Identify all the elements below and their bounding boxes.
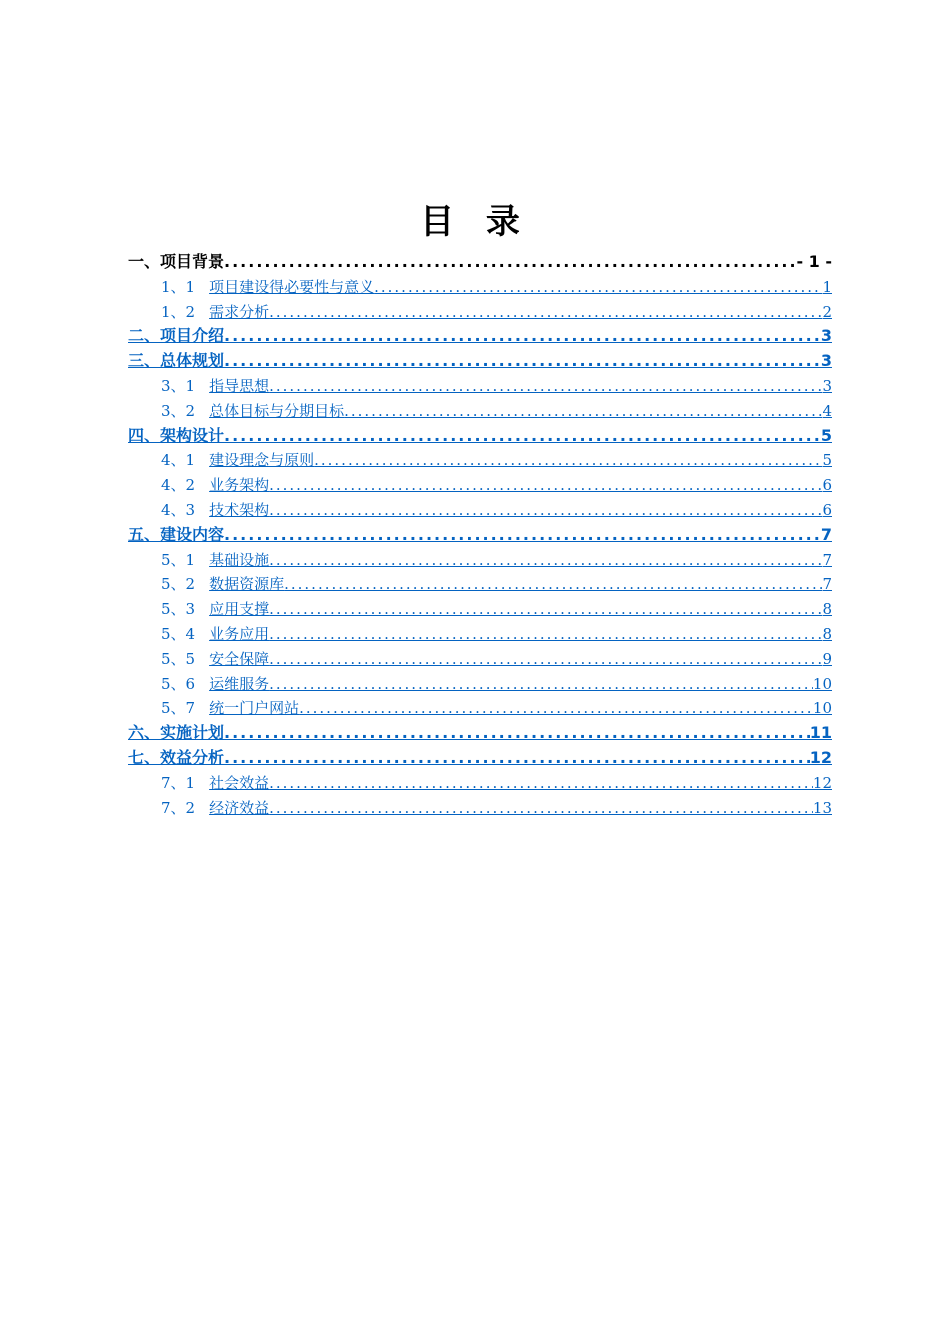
toc-entry-label bbox=[161, 399, 344, 424]
toc-page-number: 5 bbox=[822, 451, 832, 470]
toc-dot-leader bbox=[224, 324, 821, 349]
toc-entry-number: 4、2 bbox=[161, 476, 196, 495]
toc-entry-number: 5、7 bbox=[161, 699, 196, 718]
toc-dot-leader bbox=[314, 448, 822, 473]
toc-page-number: 10 bbox=[812, 674, 832, 693]
toc-dot-leader bbox=[269, 771, 813, 796]
toc-entry-title: 二、项目介绍 bbox=[128, 326, 225, 346]
toc-entry-label bbox=[161, 672, 269, 697]
toc-chapter-entry[interactable] bbox=[128, 523, 832, 548]
toc-dot-leader bbox=[269, 374, 822, 399]
toc-entry-number: 5、5 bbox=[161, 649, 196, 668]
toc-page-number: 3 bbox=[820, 351, 832, 371]
toc-dot-leader bbox=[269, 647, 822, 672]
table-of-contents bbox=[128, 250, 832, 820]
toc-section-entry[interactable] bbox=[128, 374, 832, 399]
toc-entry-label bbox=[161, 771, 269, 796]
toc-section-entry[interactable] bbox=[128, 597, 832, 622]
toc-entry-label bbox=[161, 597, 269, 622]
toc-page-number: 9 bbox=[822, 649, 832, 668]
toc-section-entry[interactable] bbox=[128, 448, 832, 473]
toc-entry-title: 项目建设得必要性与意义 bbox=[209, 277, 375, 296]
toc-page-number: 10 bbox=[812, 699, 832, 718]
toc-entry-title: 统一门户网站 bbox=[209, 699, 300, 718]
toc-page-number: 12 bbox=[812, 773, 832, 792]
toc-page-number: 8 bbox=[822, 600, 832, 619]
toc-dot-leader bbox=[269, 622, 822, 647]
toc-entry-label bbox=[128, 349, 224, 374]
toc-dot-leader bbox=[269, 498, 822, 523]
toc-entry-title: 技术架构 bbox=[209, 500, 270, 519]
toc-entry-label bbox=[161, 572, 284, 597]
toc-entry-label bbox=[161, 300, 269, 325]
toc-chapter-entry[interactable] bbox=[128, 250, 832, 275]
toc-entry-number: 5、1 bbox=[161, 550, 196, 569]
toc-entry-number: 4、3 bbox=[161, 500, 196, 519]
toc-entry-title: 总体目标与分期目标 bbox=[209, 401, 345, 420]
toc-entry-title: 指导思想 bbox=[209, 376, 270, 395]
toc-page-number: 6 bbox=[822, 500, 832, 519]
toc-section-entry[interactable] bbox=[128, 399, 832, 424]
toc-chapter-entry[interactable] bbox=[128, 349, 832, 374]
toc-entry-title: 四、架构设计 bbox=[128, 425, 225, 445]
toc-section-entry[interactable] bbox=[128, 796, 832, 821]
toc-section-entry[interactable] bbox=[128, 300, 832, 325]
toc-dot-leader bbox=[224, 349, 821, 374]
toc-chapter-entry[interactable] bbox=[128, 721, 832, 746]
toc-entry-number: 5、2 bbox=[161, 575, 196, 594]
toc-dot-leader bbox=[269, 548, 822, 573]
toc-entry-label bbox=[161, 374, 269, 399]
toc-section-entry[interactable] bbox=[128, 572, 832, 597]
toc-dot-leader bbox=[224, 746, 810, 771]
toc-entry-label bbox=[128, 746, 224, 771]
toc-entry-number: 5、6 bbox=[161, 674, 196, 693]
toc-section-entry[interactable] bbox=[128, 622, 832, 647]
toc-entry-title: 运维服务 bbox=[209, 674, 270, 693]
toc-entry-title: 五、建设内容 bbox=[128, 524, 225, 544]
toc-section-entry[interactable] bbox=[128, 672, 832, 697]
toc-dot-leader bbox=[269, 300, 822, 325]
toc-page-number: 3 bbox=[820, 326, 832, 346]
toc-page-number: 13 bbox=[812, 798, 832, 817]
toc-entry-label bbox=[161, 696, 299, 721]
toc-section-entry[interactable] bbox=[128, 696, 832, 721]
toc-dot-leader bbox=[224, 250, 796, 275]
toc-page-number: 7 bbox=[820, 524, 832, 544]
toc-dot-leader bbox=[269, 672, 813, 697]
toc-dot-leader bbox=[224, 424, 821, 449]
toc-page-number: - 1 - bbox=[796, 252, 832, 271]
toc-entry-title: 安全保障 bbox=[209, 649, 270, 668]
toc-page-number: 6 bbox=[822, 476, 832, 495]
toc-entry-number: 5、3 bbox=[161, 600, 196, 619]
toc-entry-title: 需求分析 bbox=[209, 302, 270, 321]
toc-entry-title: 三、总体规划 bbox=[128, 351, 225, 371]
toc-dot-leader bbox=[284, 572, 822, 597]
toc-dot-leader bbox=[269, 796, 813, 821]
toc-page-number: 1 bbox=[822, 277, 832, 296]
toc-entry-title: 六、实施计划 bbox=[128, 723, 225, 743]
toc-entry-label bbox=[161, 448, 314, 473]
toc-entry-number: 3、1 bbox=[161, 376, 196, 395]
toc-chapter-entry[interactable] bbox=[128, 746, 832, 771]
toc-entry-label bbox=[161, 473, 269, 498]
toc-entry-label bbox=[161, 275, 374, 300]
toc-dot-leader bbox=[299, 696, 813, 721]
toc-section-entry[interactable] bbox=[128, 473, 832, 498]
toc-entry-label bbox=[161, 647, 269, 672]
toc-chapter-entry[interactable] bbox=[128, 324, 832, 349]
toc-chapter-entry[interactable] bbox=[128, 424, 832, 449]
toc-section-entry[interactable] bbox=[128, 771, 832, 796]
toc-dot-leader bbox=[344, 399, 822, 424]
toc-entry-number: 3、2 bbox=[161, 401, 196, 420]
toc-entry-number: 5、4 bbox=[161, 624, 196, 643]
toc-entry-label bbox=[128, 250, 224, 275]
toc-dot-leader bbox=[269, 473, 822, 498]
toc-entry-number: 7、2 bbox=[161, 798, 196, 817]
toc-page-number: 7 bbox=[822, 575, 832, 594]
toc-dot-leader bbox=[224, 523, 821, 548]
toc-entry-title: 业务架构 bbox=[209, 476, 270, 495]
toc-entry-number: 4、1 bbox=[161, 451, 196, 470]
toc-page-number: 4 bbox=[822, 401, 832, 420]
toc-entry-label bbox=[128, 324, 224, 349]
toc-entry-title: 社会效益 bbox=[209, 773, 270, 792]
toc-page-number: 11 bbox=[809, 723, 832, 743]
toc-dot-leader bbox=[224, 721, 810, 746]
toc-page-number: 7 bbox=[822, 550, 832, 569]
toc-entry-number: 7、1 bbox=[161, 773, 196, 792]
toc-page-number: 12 bbox=[809, 747, 832, 767]
toc-entry-label bbox=[161, 796, 269, 821]
toc-section-entry[interactable] bbox=[128, 548, 832, 573]
toc-section-entry[interactable] bbox=[128, 498, 832, 523]
toc-entry-label bbox=[128, 721, 224, 746]
toc-entry-label bbox=[128, 523, 224, 548]
toc-section-entry[interactable] bbox=[128, 647, 832, 672]
toc-entry-label bbox=[128, 424, 224, 449]
toc-entry-title: 数据资源库 bbox=[209, 575, 285, 594]
toc-entry-number: 1、2 bbox=[161, 302, 196, 321]
toc-dot-leader bbox=[374, 275, 822, 300]
toc-entry-number: 1、1 bbox=[161, 277, 196, 296]
toc-page-number: 5 bbox=[820, 425, 832, 445]
toc-entry-title: 基础设施 bbox=[209, 550, 270, 569]
toc-entry-title: 建设理念与原则 bbox=[209, 451, 315, 470]
toc-entry-title: 业务应用 bbox=[209, 624, 270, 643]
toc-page-number: 3 bbox=[822, 376, 832, 395]
toc-page-number: 2 bbox=[822, 302, 832, 321]
toc-dot-leader bbox=[269, 597, 822, 622]
toc-entry-label bbox=[161, 622, 269, 647]
toc-section-entry[interactable] bbox=[128, 275, 832, 300]
toc-entry-title: 经济效益 bbox=[209, 798, 270, 817]
toc-entry-title: 一、项目背景 bbox=[128, 252, 225, 271]
toc-title: 目 录 bbox=[420, 202, 530, 242]
toc-entry-title: 应用支撑 bbox=[209, 600, 270, 619]
toc-entry-label bbox=[161, 498, 269, 523]
toc-entry-title: 七、效益分析 bbox=[128, 747, 225, 767]
toc-entry-label bbox=[161, 548, 269, 573]
toc-page-number: 8 bbox=[822, 624, 832, 643]
